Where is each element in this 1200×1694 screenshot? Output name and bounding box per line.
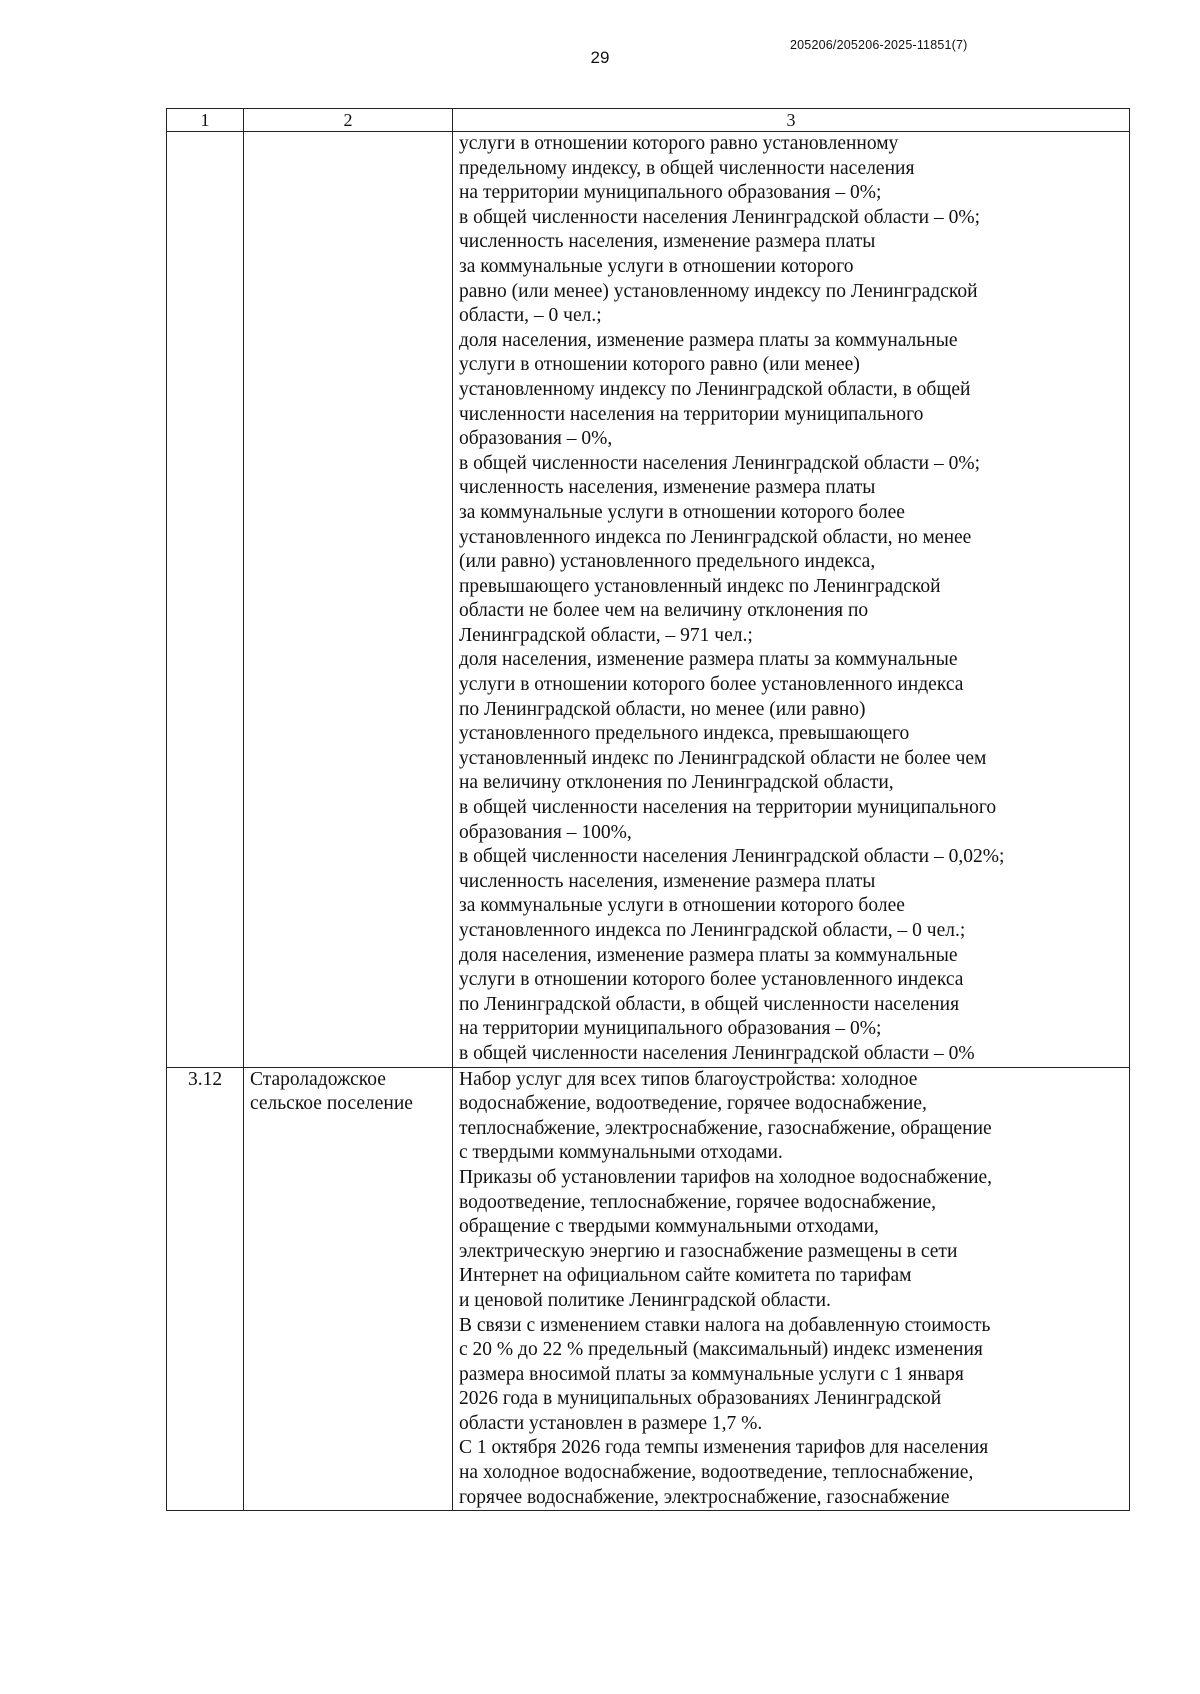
content-line: предельному индексу, в общей численности населения (459, 157, 915, 179)
table-row (167, 132, 1130, 1068)
content-line: в общей численности населения Ленинградской области – 0%; (459, 206, 981, 228)
content-line: размера вносимой платы за коммунальные услуги с 1 января (459, 1363, 964, 1385)
content-line: на территории муниципального образования – 0%; (459, 182, 882, 204)
content-line: в общей численности населения Ленинградской области – 0,02%; (459, 846, 1005, 868)
content-line: области, – 0 чел.; (459, 305, 602, 327)
content-line: установленному индексу по Ленинградской области, в общей (459, 378, 971, 400)
content-line: с твердыми коммунальными отходами. (459, 1142, 783, 1164)
content-line: на величину отклонения по Ленинградской области, (459, 772, 894, 794)
content-line: по Ленинградской области, в общей численности населения (459, 993, 960, 1015)
content-line: обращение с твердыми коммунальными отходами, (459, 1216, 879, 1238)
content-line: численности населения на территории муниципального (459, 403, 924, 425)
content-cell (453, 1067, 1130, 1511)
content-line: в общей численности населения Ленинградской области – 0%; (459, 452, 981, 474)
column-header-2: 2 (244, 109, 453, 132)
content-line: услуги в отношении которого более установленного индекса (459, 674, 964, 696)
content-line: установленного предельного индекса, превышающего (459, 723, 910, 745)
municipality-name-cell (244, 132, 453, 1068)
column-header-3: 3 (453, 109, 1130, 132)
content-line: установленный индекс по Ленинградской области не более чем (459, 747, 987, 769)
content-line: электрическую энергию и газоснабжение размещены в сети (459, 1240, 958, 1262)
content-line: (или равно) установленного предельного индекса, (459, 551, 876, 573)
content-line: Приказы об установлении тарифов на холодное водоснабжение, (459, 1166, 993, 1188)
content-line: С 1 октября 2026 года темпы изменения тарифов для населения (459, 1437, 989, 1459)
document-table (166, 108, 1130, 1511)
row-number-cell (167, 132, 244, 1068)
content-line: и ценовой политике Ленинградской области. (459, 1289, 831, 1311)
content-line: установленного индекса по Ленинградской области, – 0 чел.; (459, 920, 966, 941)
content-line: области установлен в размере 1,7 %. (459, 1412, 763, 1434)
content-line: доля населения, изменение размера платы за коммунальные (459, 944, 958, 966)
content-line: горячее водоснабжение, электроснабжение, газоснабжение (459, 1486, 950, 1508)
content-line: образования – 0%, (459, 428, 613, 450)
content-line: в общей численности населения Ленинградской области – 0% (459, 1042, 975, 1064)
content-line: за коммунальные услуги в отношении которого (459, 255, 854, 277)
table-header-row (167, 109, 1130, 132)
content-line: на территории муниципального образования – 0%; (459, 1018, 882, 1040)
content-line: в общей численности населения на территории муниципального (459, 797, 997, 819)
content-line: теплоснабжение, электроснабжение, газоснабжение, обращение (459, 1117, 992, 1139)
content-line: за коммунальные услуги в отношении которого более (459, 895, 905, 917)
content-line: доля населения, изменение размера платы за коммунальные (459, 329, 958, 351)
content-line: на холодное водоснабжение, водоотведение, теплоснабжение, (459, 1462, 974, 1484)
municipality-name-line: сельское поселение (250, 1093, 413, 1115)
document-id: 205206/205206-2025-11851(7) (790, 38, 968, 52)
content-line: услуги в отношении которого равно установленному (459, 133, 899, 154)
content-line: водоотведение, теплоснабжение, горячее водоснабжение, (459, 1191, 937, 1213)
content-line: равно (или менее) установленному индексу по Ленинградской (459, 280, 978, 302)
content-line: Набор услуг для всех типов благоустройства: холодное (459, 1068, 918, 1090)
content-line: превышающего установленный индекс по Ленинградской (459, 575, 941, 597)
table-row (167, 1067, 1130, 1511)
municipality-name-line: Староладожское (250, 1068, 386, 1090)
page-number: 29 (590, 48, 610, 67)
column-header-1: 1 (167, 109, 244, 132)
content-line: 2026 года в муниципальных образованиях Ленинградской (459, 1388, 942, 1410)
row-number-cell: 3.12 (167, 1067, 244, 1511)
content-line: Ленинградской области, – 971 чел.; (459, 624, 753, 646)
content-line: установленного индекса по Ленинградской области, но менее (459, 526, 972, 548)
content-line: услуги в отношении которого равно (или менее) (459, 354, 860, 376)
content-line: численность населения, изменение размера платы (459, 231, 876, 253)
content-line: области не более чем на величину отклонения по (459, 600, 869, 622)
content-line: образования – 100%, (459, 821, 632, 843)
municipality-name-cell (244, 1067, 453, 1511)
content-line: доля населения, изменение размера платы за коммунальные (459, 649, 958, 671)
content-line: Интернет на официальном сайте комитета по тарифам (459, 1265, 912, 1287)
content-line: численность населения, изменение размера платы (459, 870, 876, 892)
content-line: по Ленинградской области, но менее (или равно) (459, 698, 866, 720)
content-cell (453, 132, 1130, 1068)
content-line: с 20 % до 22 % предельный (максимальный) индекс изменения (459, 1339, 983, 1361)
content-line: услуги в отношении которого более установленного индекса (459, 969, 964, 991)
content-line: В связи с изменением ставки налога на добавленную стоимость (459, 1314, 991, 1336)
content-line: за коммунальные услуги в отношении которого более (459, 501, 905, 523)
content-line: численность населения, изменение размера платы (459, 477, 876, 499)
content-line: водоснабжение, водоотведение, горячее водоснабжение, (459, 1093, 927, 1115)
